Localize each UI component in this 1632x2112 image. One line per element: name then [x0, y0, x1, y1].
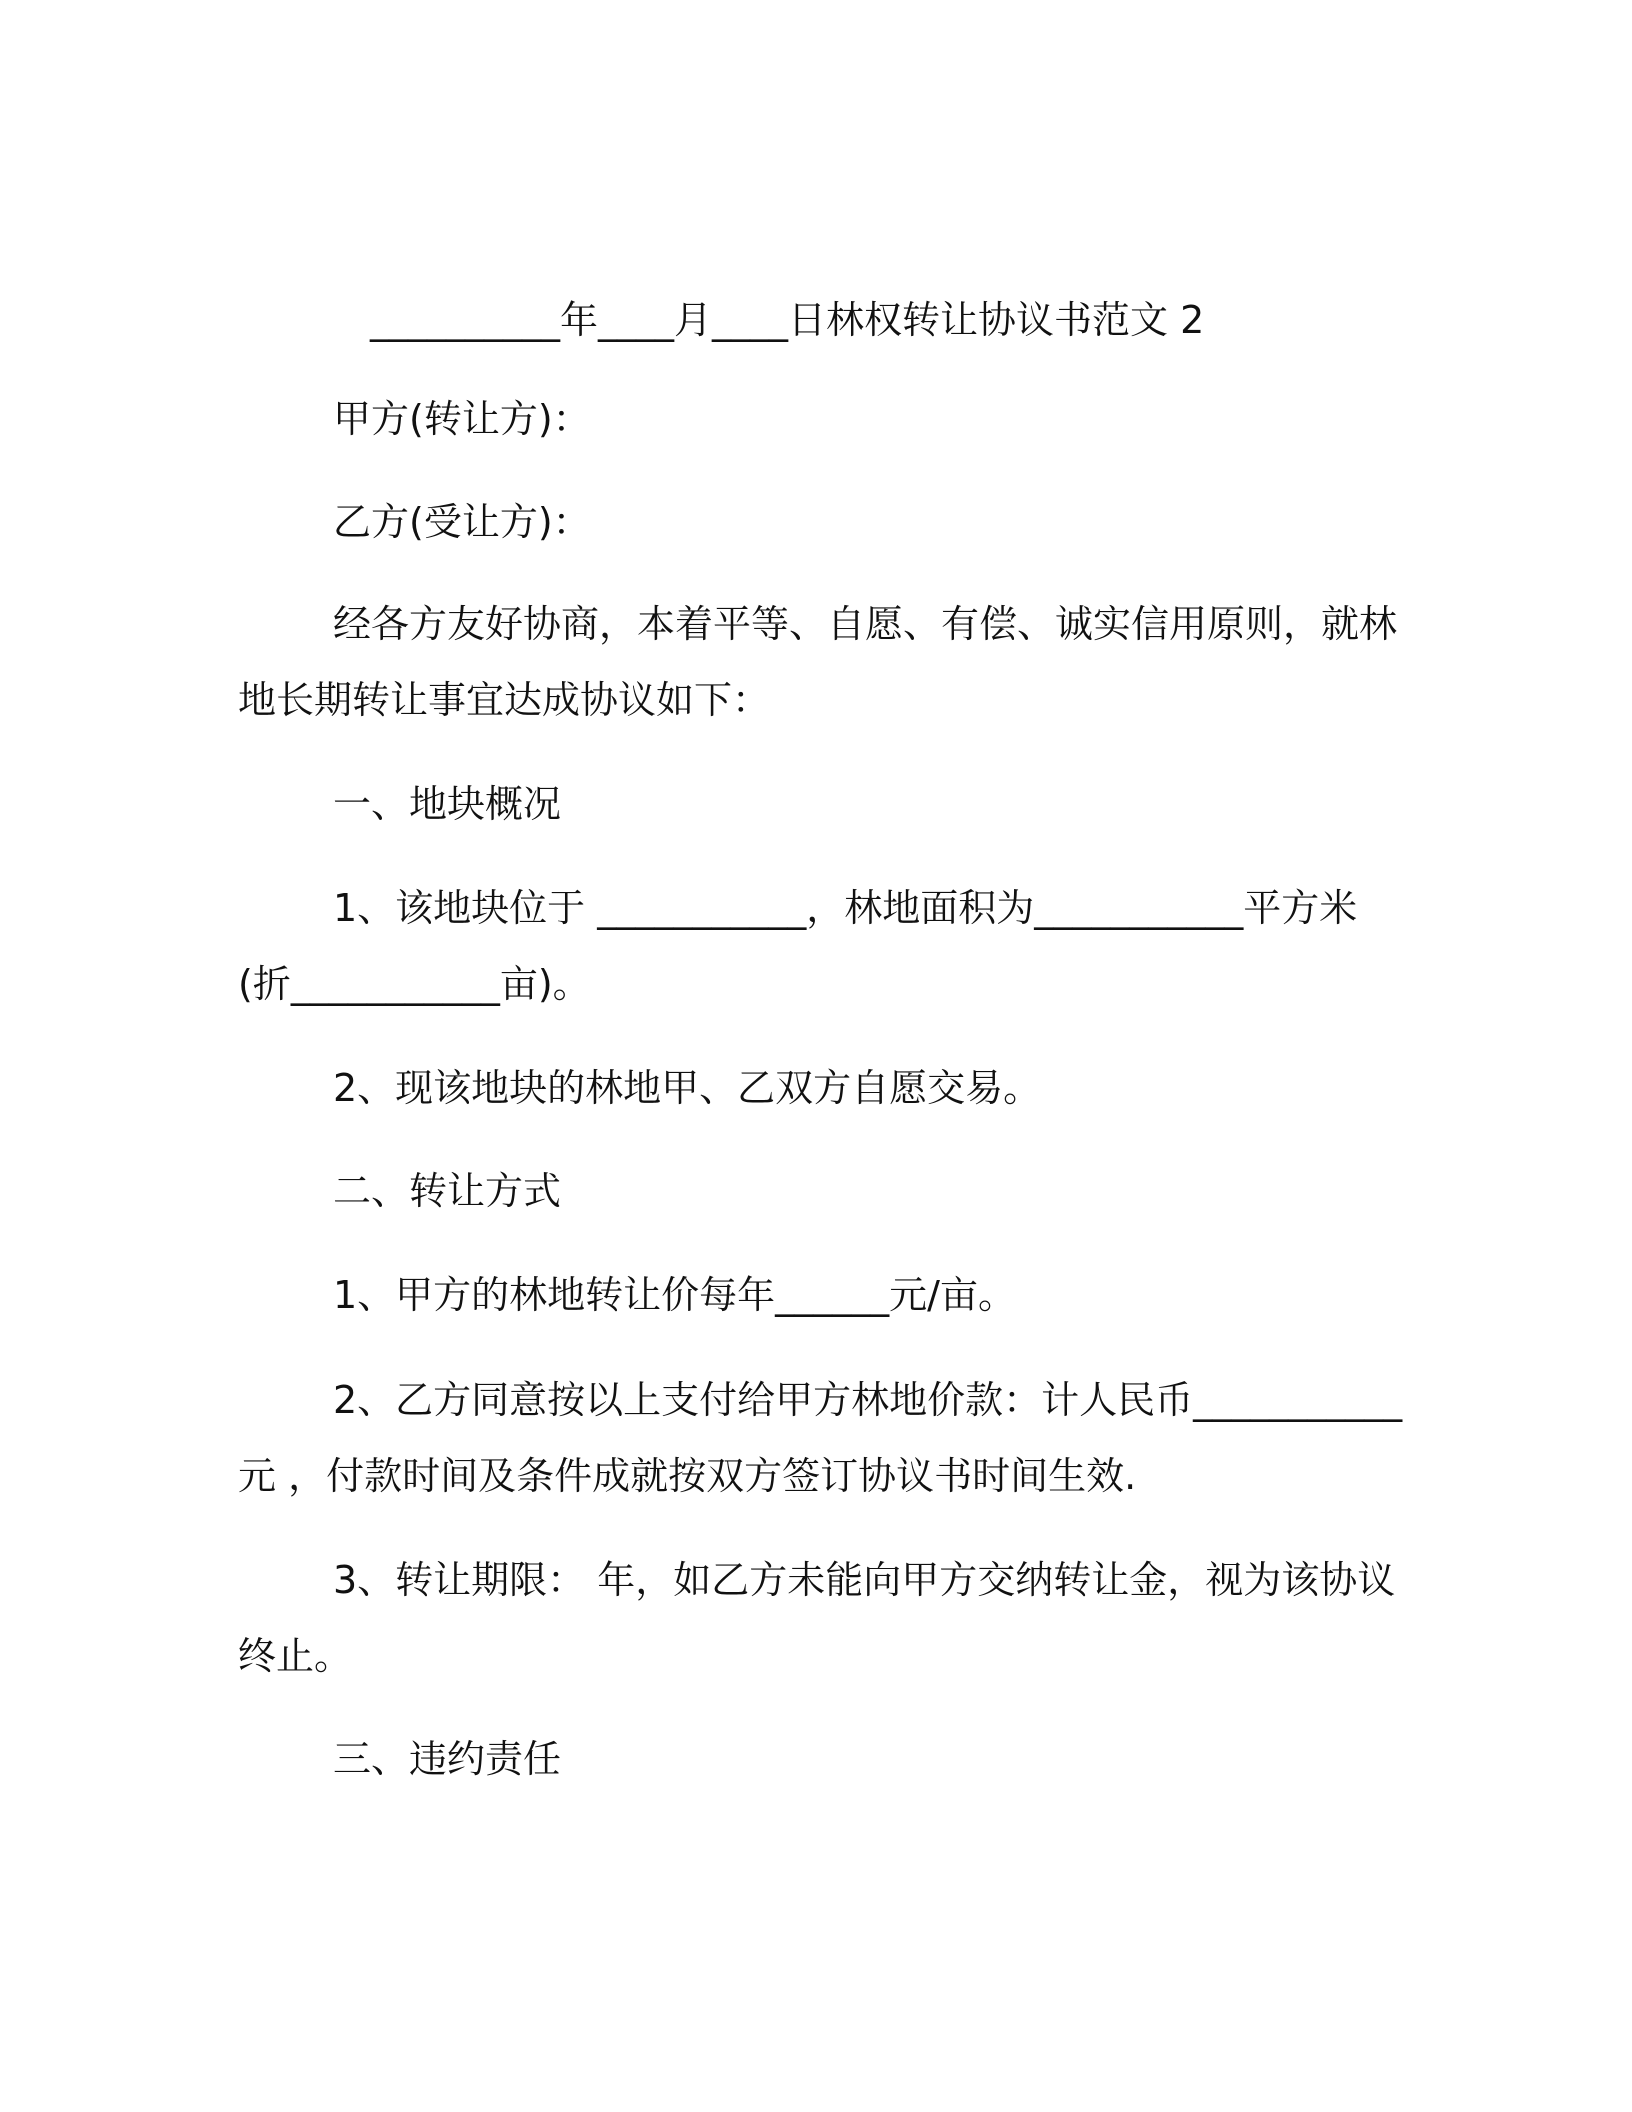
intro-paragraph-line-2: 地长期转让事宜达成协议如下： [238, 678, 771, 722]
party-b-line: 乙方(受让方)： [333, 500, 591, 544]
section-1-item-1-line-1: 1、该地块位于 ___________，林地面积为___________平方米 [333, 886, 1358, 930]
party-a-line: 甲方(转让方)： [333, 397, 591, 441]
document-title: __________年____月____日林权转让协议书范文 2 [370, 298, 1205, 342]
section-1-item-1-line-2: (折___________亩)。 [238, 962, 591, 1006]
section-3-heading: 三、违约责任 [333, 1737, 562, 1781]
section-2-heading: 二、转让方式 [333, 1169, 562, 1213]
intro-paragraph-line-1: 经各方友好协商，本着平等、自愿、有偿、诚实信用原则，就林 [333, 602, 1398, 646]
section-2-item-3-line-2: 终止。 [238, 1634, 353, 1678]
section-2-item-2-line-2: 元 ，付款时间及条件成就按双方签订协议书时间生效. [238, 1454, 1137, 1498]
section-2-item-1: 1、甲方的林地转让价每年______元/亩。 [333, 1273, 1016, 1317]
section-2-item-3-line-1: 3、转让期限： 年，如乙方未能向甲方交纳转让金，视为该协议 [333, 1558, 1396, 1602]
section-2-item-2-line-1: 2、乙方同意按以上支付给甲方林地价款：计人民币___________ [333, 1378, 1403, 1422]
section-1-heading: 一、地块概况 [333, 782, 562, 826]
section-1-item-2: 2、现该地块的林地甲、乙双方自愿交易。 [333, 1066, 1042, 1110]
